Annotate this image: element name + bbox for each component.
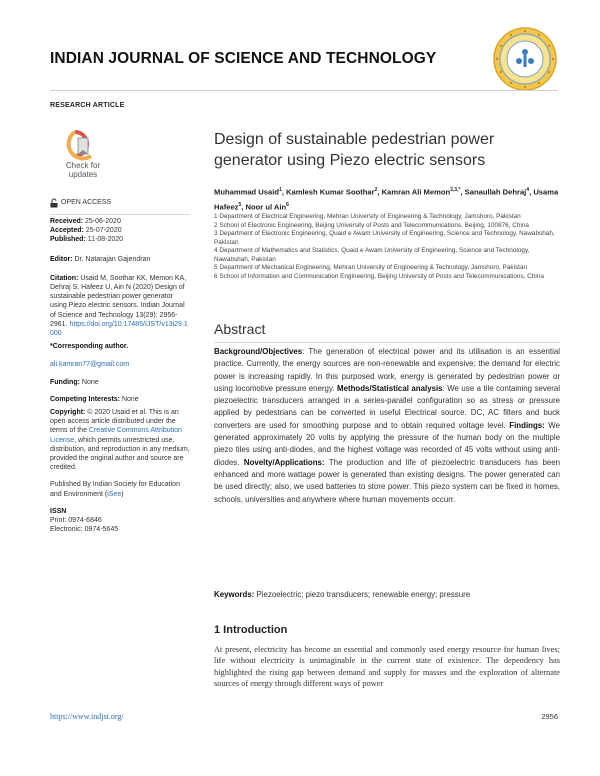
check-for-updates-line2: updates xyxy=(68,170,98,179)
introduction-heading: 1 Introduction xyxy=(214,624,288,636)
citation-block: Citation: Usaid M, Soothar KK, Memon KA, Dehraj S, Hafeez U, Ain N (2020) Design of sustainable pedestrian power generator using Piezo electric sensors. Indian Journal of Science and Technology 13(29): 2956-2961. https://doi.org/10.17485/IJST/v13i29.1000 xyxy=(50,274,188,338)
article-type-label: RESEARCH ARTICLE xyxy=(50,102,125,109)
author-separator: , xyxy=(529,187,534,197)
header-divider xyxy=(50,90,558,91)
competing-interests-line: Competing Interests: None xyxy=(50,395,139,403)
published-date: Published: 11-08-2020 xyxy=(50,236,124,244)
affiliation-item: 6 School of Information and Communication Engineering, Beijing University of Posts and Telecommunications, China xyxy=(214,272,544,280)
author-affiliation-marker: 1 xyxy=(278,187,282,193)
author-affiliation-marker: 5 xyxy=(238,202,242,209)
page-number: 2956 xyxy=(541,712,558,721)
affiliation-item: 5 Department of Mechanical Engineering, Mehran University of Engineering & Technology, Jamshoro, Pakistan xyxy=(214,264,528,271)
affiliation-item: 2 School of Electronic Engineering, Beijing University of Posts and Telecommunications, Beijing, 100876, China xyxy=(214,221,529,229)
funding-line: Funding: None xyxy=(50,378,99,386)
author-separator: , xyxy=(377,187,382,197)
copyright-block: Copyright: © 2020 Usaid et al. This is an open access article distributed under the terms of the Creative Commons Attribution License, which permits unrestricted use, distribution, and reproduction in any medium, provided the original author and source are credited. xyxy=(50,409,190,472)
received-date: Received: 25-06-2020 xyxy=(50,218,121,225)
author-affiliation-marker: 2 xyxy=(374,187,378,193)
abstract-body: Background/Objectives: The generation of electrical power and its utilisation is an essential practice. Currently, the energy sources are non-renewable and expensive; the demand for electric power is increasing rapidly. In this purposed work, energy is generated by pedestrian power or using locomotive pressure energy. Methods/Statistical analysis: We use a tile containing several piezoelectric transducers arranged in a series-parallel configuration so as stress or pressure applied by pedestrians can be converted in useful Electrical source. DC, AC filters and buck converters are used for smoothing purpose and to obtain required voltage level. Findings: We generated approximately 20 volts by applying the pressure of the human body on the multiple piezo tiles using anti-diodes, and the highest voltage was recorded of 45 volts without using anti-diodes. Novelty/Applications: The production and life of piezoelectric transducers has been enhanced and more wattage power is generated than existing designs. The power generated can be used directly; also, we used batteries to store power. This piezo system can be fixed in homes, schools, universities and anywhere where human movements occurr. xyxy=(214,347,561,504)
open-access-lock-icon xyxy=(50,198,58,208)
paper-title: Design of sustainable pedestrian power generator using Piezo electric sensors xyxy=(214,131,495,169)
open-access-row xyxy=(50,198,190,208)
creative-commons-link[interactable]: Creative Commons Attribution License xyxy=(50,427,182,444)
corresponding-author-label: *Corresponding author. xyxy=(50,343,129,351)
accepted-date: Accepted: 25-07-2020 xyxy=(50,227,122,235)
issn-electronic: Electronic: 0974-5645 xyxy=(50,526,119,534)
check-for-updates-badge[interactable] xyxy=(56,128,110,182)
author-affiliation-marker: 6 xyxy=(286,202,289,209)
keywords-line: Keywords: Piezoelectric; piezo transducers; renewable energy; pressure xyxy=(214,590,471,599)
abstract-heading: Abstract xyxy=(214,321,266,337)
isee-link[interactable]: iSee xyxy=(107,490,122,498)
author-name: Sanaullah Dehraj xyxy=(464,187,527,197)
bookmark-icon xyxy=(69,132,91,158)
corresponding-email-link[interactable]: ali.kamran77@gmail.com xyxy=(50,361,130,369)
author-affiliation-marker: 4 xyxy=(526,187,530,193)
affiliation-list xyxy=(214,213,560,281)
journal-website-link[interactable]: https://www.indjst.org/ xyxy=(50,712,124,721)
author-list xyxy=(214,184,560,214)
issn-print: Print: 0974-6846 xyxy=(50,517,102,525)
author-name: Kamlesh Kumar Soothar xyxy=(286,187,375,197)
author-name: Noor ul Ain xyxy=(245,202,287,212)
journal-seal-icon xyxy=(492,26,558,92)
author-affiliation-marker: 2,3,* xyxy=(450,187,461,193)
author-name: Muhammad Usaid xyxy=(214,187,279,197)
citation-doi-link[interactable]: https://doi.org/10.17485/IJST/v13i29.1000 xyxy=(50,320,188,338)
author-separator: , xyxy=(241,202,246,212)
affiliation-item: 1 Department of Electrical Engineering, Mehran University of Engineering & Technology, Jamshoro, Pakistan xyxy=(214,213,521,220)
author-name: Usama Hafeez xyxy=(214,187,559,212)
author-name: Kamran Ali Memon xyxy=(381,187,451,197)
author-separator: , xyxy=(460,187,465,197)
affiliation-item: 4 Department of Mathematics and Statistics, Quaid e Awam University of Engineering, Science and Technology, Nawabshah, Pakistan xyxy=(214,247,530,263)
issn-label: ISSN xyxy=(50,507,67,515)
check-for-updates-line1: Check for xyxy=(65,161,101,170)
open-access-label: OPEN ACCESS xyxy=(61,199,112,207)
introduction-body: At present, electricity has become an essential and commonly used energy resource for human lives; life without electricity is unimaginable in the current state of existence. The dependency has highlighted the rising gap between demand and supply for masses and the exploration of alternate sources of energy through different ways of power xyxy=(214,645,560,689)
affiliation-item: 3 Department of Electronic Engineering, Quaid e Awam University of Engineering, Science and Technology, Nawabshah, Pakistan xyxy=(214,230,555,246)
journal-title: INDIAN JOURNAL OF SCIENCE AND TECHNOLOGY xyxy=(50,50,437,67)
article-sidebar xyxy=(50,198,190,534)
publisher-line: Published By Indian Society for Education and Environment (iSee) xyxy=(50,481,180,498)
editor-line: Editor: Dr. Natarajan Gajendran xyxy=(50,255,151,263)
author-separator: , xyxy=(281,187,286,197)
abstract-divider xyxy=(214,342,560,343)
